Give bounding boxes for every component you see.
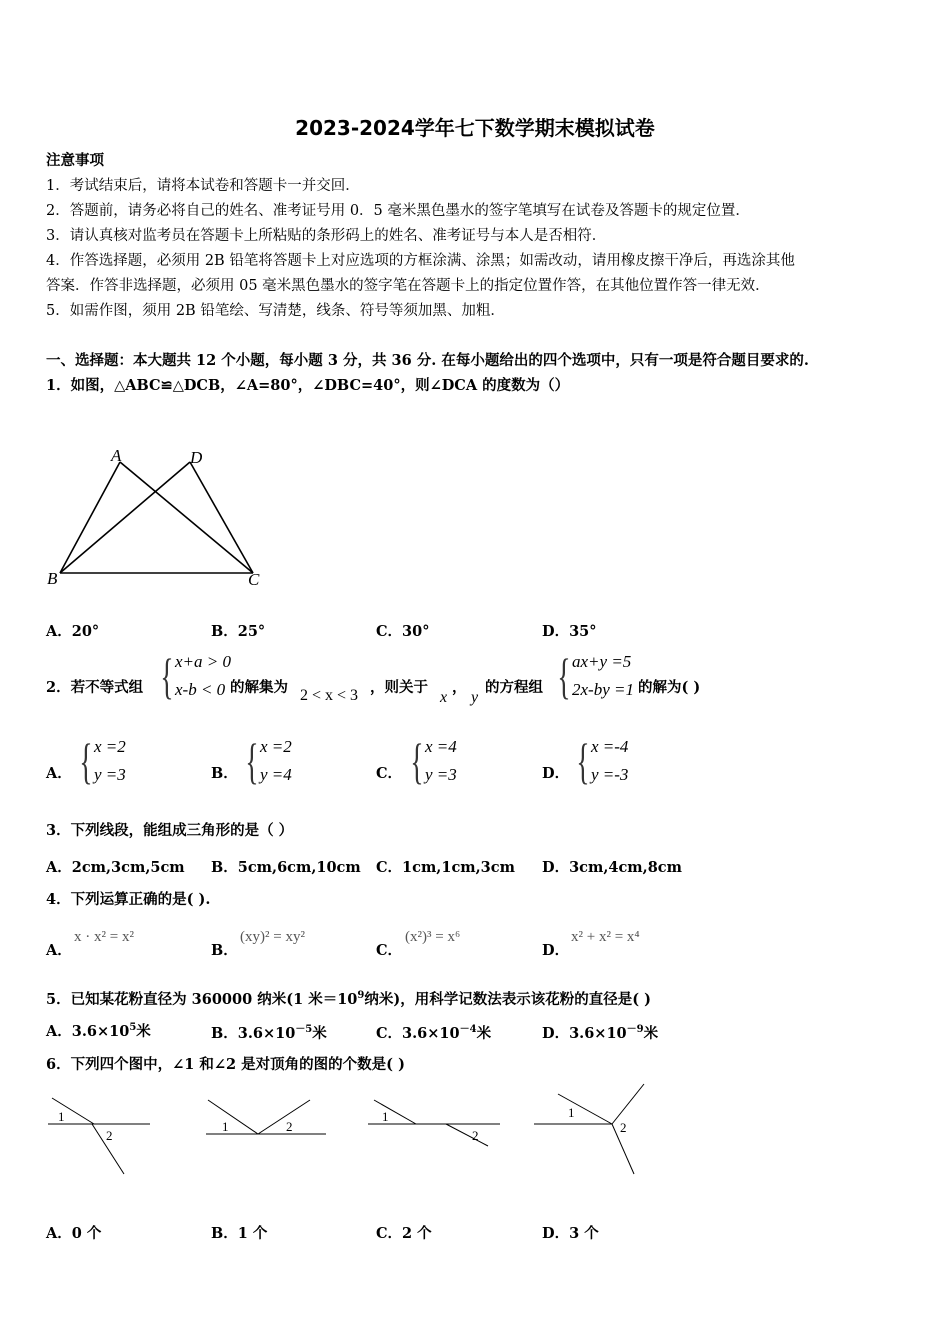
q2-stem-part5: 的解为( ) — [638, 679, 701, 696]
q4-stem: 4．下列运算正确的是( ). — [46, 891, 211, 908]
q2-inequality-system: { x+a > 0 x-b < 0 — [160, 648, 231, 704]
q4-option-d-letter[interactable]: D． — [542, 942, 570, 959]
q6-option-b[interactable]: B．1 个 — [211, 1225, 268, 1242]
notice-heading: 注意事项 — [46, 152, 104, 169]
q3-option-b[interactable]: B．5cm,6cm,10cm — [211, 859, 361, 876]
svg-text:2: 2 — [106, 1128, 113, 1143]
q6-figure-2 — [202, 1090, 332, 1150]
q6-option-a[interactable]: A．0 个 — [46, 1225, 102, 1242]
q2-option-c-system[interactable]: { x =4 y =3 — [410, 733, 457, 789]
q2-var-x: x — [440, 689, 448, 706]
q1-option-b[interactable]: B．25° — [211, 623, 266, 640]
q1-label-c: C — [248, 570, 260, 589]
q4-option-d-expr[interactable]: x² + x² = x⁴ — [571, 929, 640, 945]
q5-option-d[interactable]: D．$3.6\times 10^{-9}$米 — [542, 1024, 659, 1042]
q1-option-c[interactable]: C．30° — [376, 623, 430, 640]
q6-figure-3 — [364, 1090, 504, 1150]
q2-option-a-letter[interactable]: A． — [46, 765, 72, 782]
q3-option-c[interactable]: C．1cm,1cm,3cm — [376, 859, 515, 876]
svg-text:1: 1 — [222, 1119, 229, 1134]
q2-range: 2 < x < 3 — [300, 687, 359, 704]
q2-option-b-system[interactable]: { x =2 y =4 — [245, 733, 292, 789]
svg-text:2: 2 — [286, 1119, 293, 1134]
q2-stem-part1: 2．若不等式组 — [46, 679, 144, 696]
q4-option-c-letter[interactable]: C． — [376, 942, 403, 959]
notice-item-2: 2．答题前，请务必将自己的姓名、准考证号用 0．5 毫米黑色墨水的签字笔填写在试卷及答题卡的规定位置． — [46, 203, 750, 219]
notice-item-4: 4．作答选择题，必须用 2B 铅笔将答题卡上对应选项的方框涂满、涂黑；如需改动，请用橡皮擦干净后，再选涂其他 — [46, 253, 795, 269]
svg-text:1: 1 — [568, 1105, 575, 1120]
q1-label-d: D — [190, 448, 203, 467]
q2-stem-part4: 的方程组 — [485, 679, 543, 696]
q4-option-b-letter[interactable]: B． — [211, 942, 238, 959]
q1-option-d[interactable]: D．35° — [542, 623, 597, 640]
q1-option-a[interactable]: A．20° — [46, 623, 100, 640]
q6-figure-4 — [532, 1080, 652, 1180]
q3-option-a[interactable]: A．2cm,3cm,5cm — [46, 859, 185, 876]
q6-figure-1 — [44, 1090, 154, 1180]
q2-option-d-letter[interactable]: D． — [542, 765, 570, 782]
q2-comma: ， — [452, 679, 467, 696]
q2-stem-part3: ，则关于 — [370, 679, 428, 696]
q1-label-b: B — [47, 569, 58, 588]
q5-option-a[interactable]: A．$3.6\times 10^5$米 — [46, 1022, 151, 1040]
q4-option-b-expr[interactable]: (xy)² = xy² — [240, 929, 305, 945]
notice-item-1: 1．考试结束后，请将本试卷和答题卡一并交回． — [46, 178, 360, 194]
q2-stem-part2: 的解集为 — [230, 679, 288, 696]
section-heading: 一、选择题：本大题共 12 个小题，每小题 3 分，共 36 分. 在每小题给出的四个选项中，只有一项是符合题目要求的. — [46, 352, 809, 369]
q4-option-a-expr[interactable]: x · x² = x² — [74, 929, 134, 945]
q3-stem: 3．下列线段，能组成三角形的是（ ） — [46, 822, 294, 839]
q5-option-c[interactable]: C．$3.6\times 10^{-4}$米 — [376, 1024, 492, 1042]
q6-option-c[interactable]: C．2 个 — [376, 1225, 432, 1242]
svg-text:2: 2 — [620, 1120, 627, 1135]
q4-option-c-expr[interactable]: (x²)³ = x⁶ — [405, 929, 461, 945]
notice-item-3: 3．请认真核对监考员在答题卡上所粘贴的条形码上的姓名、准考证号与本人是否相符． — [46, 228, 607, 244]
q5-option-b[interactable]: B．$3.6\times 10^{-5}$米 — [211, 1024, 327, 1042]
q6-option-d[interactable]: D．3 个 — [542, 1225, 599, 1242]
q2-equation-system: { ax+y =5 2x-by =1 — [557, 648, 634, 704]
q2-option-d-system[interactable]: { x =-4 y =-3 — [576, 733, 629, 789]
q1-stem: 1．如图，△ABC≌△DCB，∠A=80°，∠DBC=40°，则∠DCA 的度数为（） — [46, 377, 570, 394]
svg-text:1: 1 — [58, 1109, 65, 1124]
q2-option-b-letter[interactable]: B． — [211, 765, 238, 782]
notice-item-5: 5．如需作图，须用 2B 铅笔绘、写清楚，线条、符号等须加黑、加粗． — [46, 303, 505, 319]
q4-option-a-letter[interactable]: A． — [46, 942, 72, 959]
q6-stem: 6．下列四个图中，∠1 和∠2 是对顶角的图的个数是( ) — [46, 1056, 405, 1073]
q1-label-a: A — [111, 446, 122, 465]
q5-stem: 5．已知某花粉直径为 360000 纳米(1 米$=10^9$纳米)，用科学记数法表示该花粉的直径是( ) — [46, 990, 652, 1008]
page-title: 2023-2024学年七下数学期末模拟试卷 — [295, 116, 655, 140]
q3-option-d[interactable]: D．3cm,4cm,8cm — [542, 859, 682, 876]
svg-text:2: 2 — [472, 1128, 479, 1143]
q1-triangle-figure — [40, 440, 270, 590]
svg-text:1: 1 — [382, 1109, 389, 1124]
q2-option-c-letter[interactable]: C． — [376, 765, 403, 782]
q2-var-y: y — [471, 689, 479, 706]
notice-item-4-cont: 答案．作答非选择题，必须用 05 毫米黑色墨水的签字笔在答题卡上的指定位置作答，在其他位置作答一律无效． — [46, 278, 770, 294]
q2-option-a-system[interactable]: { x =2 y =3 — [79, 733, 126, 789]
